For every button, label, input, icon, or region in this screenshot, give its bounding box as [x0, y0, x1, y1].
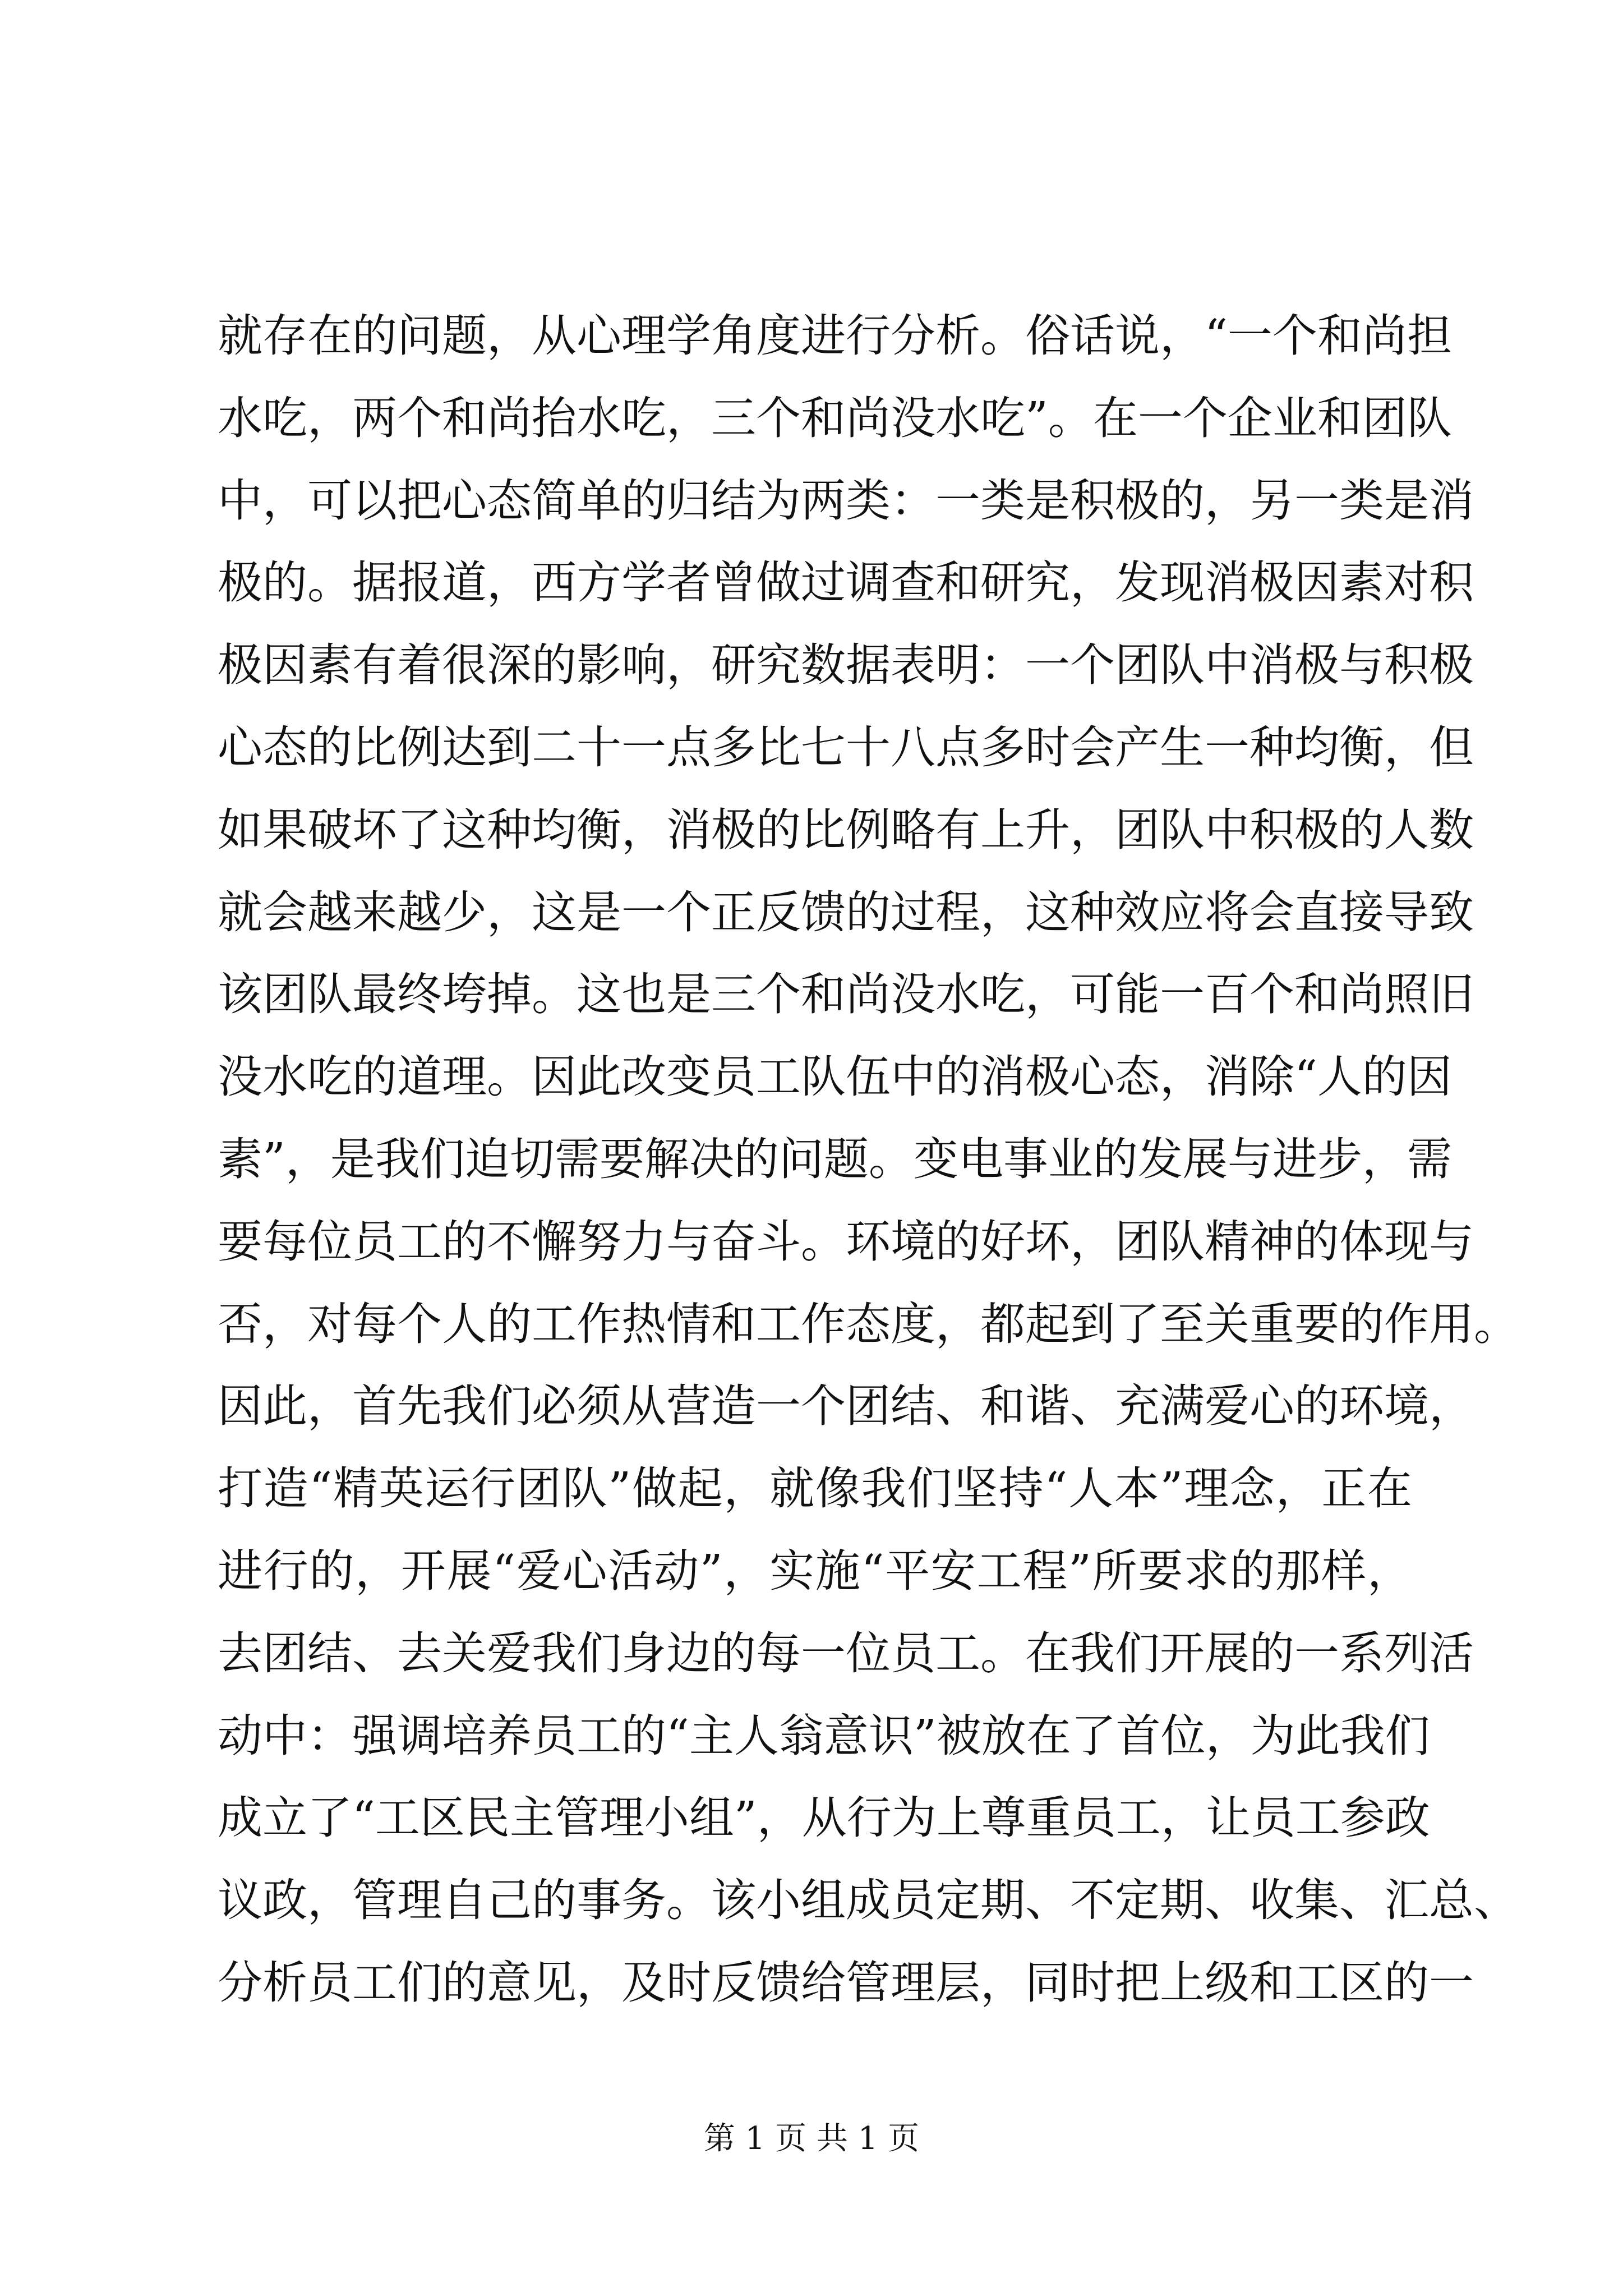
- text-line: 成立了“工区民主管理小组”，从行为上尊重员工，让员工参政: [218, 1792, 1430, 1844]
- text-line: 心态的比例达到二十一点多比七十八点多时会产生一种均衡，但: [218, 721, 1474, 774]
- text-line: 动中：强调培养员工的“主人翁意识”被放在了首位，为此我们: [218, 1709, 1430, 1762]
- text-line: 水吃，两个和尚抬水吃，三个和尚没水吃”。在一个企业和团队: [218, 392, 1452, 444]
- text-line: 没水吃的道理。因此改变员工队伍中的消极心态，消除“人的因: [218, 1051, 1452, 1103]
- page-number-label: 第 1 页 共 1 页: [703, 2120, 920, 2157]
- text-line: 否，对每个人的工作热情和工作态度，都起到了至关重要的作用。: [218, 1297, 1519, 1350]
- text-line: 中，可以把心态简单的归结为两类：一类是积极的，另一类是消: [218, 474, 1474, 527]
- text-line: 该团队最终垮掉。这也是三个和尚没水吃，可能一百个和尚照旧: [218, 968, 1474, 1021]
- text-line: 因此，首先我们必须从营造一个团结、和谐、充满爱心的环境，: [218, 1380, 1474, 1433]
- text-line: 要每位员工的不懈努力与奋斗。环境的好坏，团队精神的体现与: [218, 1215, 1474, 1268]
- text-line: 极的。据报道，西方学者曾做过调查和研究，发现消极因素对积: [218, 556, 1474, 609]
- text-line: 素”，是我们迫切需要解决的问题。变电事业的发展与进步，需: [218, 1133, 1452, 1185]
- text-line: 就存在的问题，从心理学角度进行分析。俗话说，“一个和尚担: [218, 310, 1452, 362]
- text-line: 打造“精英运行团队”做起，就像我们坚持“人本”理念，正在: [218, 1462, 1412, 1515]
- text-line: 进行的，开展“爱心活动”，实施“平安工程”所要求的那样，: [218, 1544, 1412, 1597]
- body-text: [218, 295, 1519, 2024]
- text-line: 就会越来越少，这是一个正反馈的过程，这种效应将会直接导致: [218, 886, 1474, 938]
- text-line: 议政，管理自己的事务。该小组成员定期、不定期、收集、汇总、: [218, 1874, 1519, 1927]
- text-line: 去团结、去关爱我们身边的每一位员工。在我们开展的一系列活: [218, 1627, 1474, 1680]
- text-line: 分析员工们的意见，及时反馈给管理层，同时把上级和工区的一: [218, 1956, 1474, 2009]
- page-footer: [0, 2114, 1623, 2159]
- text-line: 极因素有着很深的影响，研究数据表明：一个团队中消极与积极: [218, 639, 1474, 692]
- text-line: 如果破坏了这种均衡，消极的比例略有上升，团队中积极的人数: [218, 803, 1474, 856]
